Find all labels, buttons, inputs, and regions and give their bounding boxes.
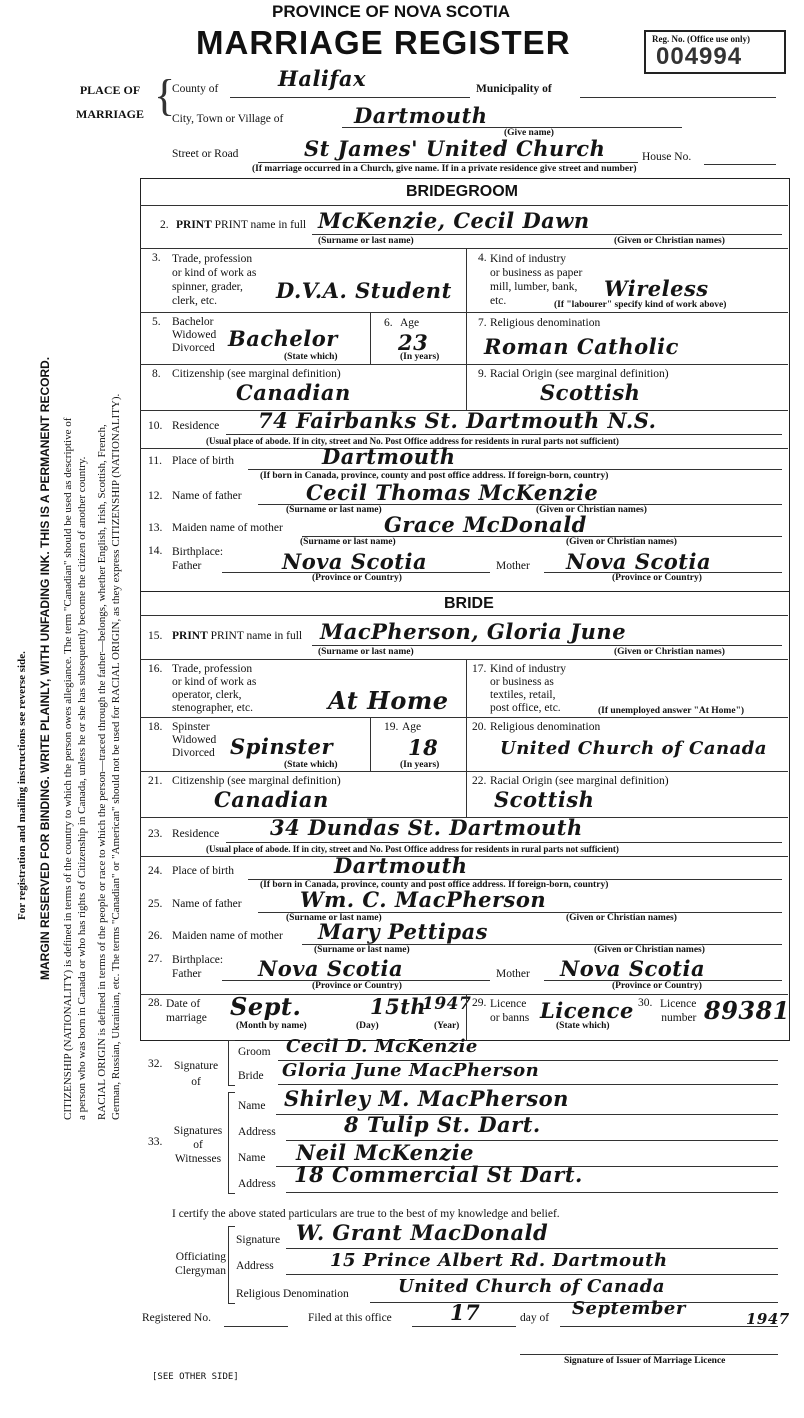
margin-note-4: a person who was born in Canada or who has rights of Citizenship in Canada, unless he or she has subsequently become the citizen of another country. bbox=[76, 456, 88, 1120]
bride-industry-label bbox=[490, 663, 566, 715]
bride-status-label bbox=[172, 721, 216, 760]
groom-trade: D.V.A. Student bbox=[276, 278, 452, 303]
num-14: 14. bbox=[148, 545, 163, 557]
w2-addr: 18 Commercial St Dart. bbox=[294, 1162, 583, 1187]
bride-status-l2: Widowed bbox=[172, 734, 217, 746]
groom-province-note-2: (Province or Country) bbox=[612, 573, 702, 583]
signature-label bbox=[174, 1058, 218, 1090]
w1-addr-label: Address bbox=[238, 1126, 276, 1138]
groom-birth-note: (If born in Canada, province, county and post office address. If foreign-born, country) bbox=[260, 471, 609, 481]
groom-mother-word: Mother bbox=[496, 560, 530, 572]
bride-citizenship: Canadian bbox=[214, 787, 329, 812]
num-24: 24. bbox=[148, 865, 163, 877]
groom-ind-l4: etc. bbox=[490, 295, 507, 307]
clergy-sig-label: Signature bbox=[236, 1234, 281, 1246]
groom-industry: Wireless bbox=[604, 276, 709, 301]
wit-l2: of bbox=[193, 1139, 203, 1151]
witness-label bbox=[166, 1124, 230, 1166]
num-12: 12. bbox=[148, 490, 163, 502]
groom-ind-l1: Kind of industry bbox=[490, 253, 567, 265]
place-note: (If marriage occurred in a Church, give name. If in a private residence give street and number) bbox=[252, 164, 637, 174]
num-32: 32. bbox=[148, 1058, 163, 1070]
bride-age-note: (In years) bbox=[400, 760, 440, 770]
filed-label: Filed at this office bbox=[308, 1312, 392, 1324]
bride-citizenship-label: Citizenship (see marginal definition) bbox=[172, 775, 341, 787]
issuer-signature-line bbox=[520, 1354, 778, 1355]
groom-birth: Dartmouth bbox=[322, 444, 456, 469]
groom-age-label: Age bbox=[400, 317, 420, 329]
bride-trade-l3: operator, clerk, bbox=[172, 689, 242, 701]
clergy-addr-label: Address bbox=[236, 1260, 274, 1272]
groom-residence-note: (Usual place of abode. If in city, street and No. Post Office address for residents in rural parts not sufficient) bbox=[206, 436, 619, 446]
bride-ind-l3: textiles, retail, bbox=[490, 689, 556, 701]
groom-bp-l2: Father bbox=[172, 560, 202, 572]
groom-heading: BRIDEGROOM bbox=[406, 183, 518, 200]
groom-residence: 74 Fairbanks St. Dartmouth N.S. bbox=[258, 408, 657, 433]
groom-age-note: (In years) bbox=[400, 352, 440, 362]
clergy-religion: United Church of Canada bbox=[398, 1276, 666, 1297]
groom-religion-label: Religious denomination bbox=[490, 317, 601, 329]
groom-age: 23 bbox=[398, 330, 429, 355]
bride-sig-label: Bride bbox=[238, 1070, 264, 1082]
year-note: (Year) bbox=[434, 1021, 460, 1031]
bride-birth-note: (If born in Canada, province, county and post office address. If foreign-born, country) bbox=[260, 880, 609, 890]
bride-province-note-2: (Province or Country) bbox=[612, 981, 702, 991]
bride-trade-label bbox=[172, 663, 256, 715]
clergy-l2: Clergyman bbox=[175, 1265, 226, 1277]
licence-label bbox=[490, 997, 529, 1025]
groom-ind-l3: mill, lumber, bank, bbox=[490, 281, 578, 293]
date-l1: Date of bbox=[166, 998, 201, 1010]
street-value: St James' United Church bbox=[304, 136, 606, 161]
groom-mother-given-note: (Given or Christian names) bbox=[566, 537, 677, 547]
sig-l1: Signature bbox=[174, 1060, 219, 1072]
licno-l2: number bbox=[661, 1012, 697, 1024]
bride-residence-note: (Usual place of abode. If in city, street and No. Post Office address for residents in rural parts not sufficient) bbox=[206, 844, 619, 854]
bride-age: 18 bbox=[408, 735, 439, 760]
county-label: County of bbox=[172, 83, 219, 95]
w2-name-label: Name bbox=[238, 1152, 266, 1164]
bride-father-surname-note: (Surname or last name) bbox=[286, 913, 382, 923]
filed-day: 17 bbox=[450, 1300, 481, 1325]
bride-trade-l4: stenographer, etc. bbox=[172, 702, 253, 714]
marriage-month: Sept. bbox=[230, 992, 302, 1021]
licence-state-note: (State which) bbox=[556, 1021, 610, 1031]
num-8: 8. bbox=[152, 368, 161, 380]
reg-label: Reg. No. (Office use only) bbox=[652, 34, 750, 44]
groom-racial: Scottish bbox=[540, 380, 641, 405]
reg-number: 004994 bbox=[656, 43, 743, 70]
certify-statement: I certify the above stated particulars are true to the best of my knowledge and belief. bbox=[172, 1208, 560, 1220]
lic-l2: or banns bbox=[490, 1012, 530, 1024]
bride-status-l1: Spinster bbox=[172, 721, 210, 733]
province-heading: PROVINCE OF NOVA SCOTIA bbox=[272, 2, 511, 21]
groom-status-l3: Divorced bbox=[172, 342, 215, 354]
bride-father-given-note: (Given or Christian names) bbox=[566, 913, 677, 923]
bride-trade: At Home bbox=[328, 686, 449, 715]
groom-name-label-text: PRINT name in full bbox=[214, 219, 307, 231]
bride-heading: BRIDE bbox=[444, 595, 494, 612]
place-label: PLACE OF MARRIAGE bbox=[76, 83, 144, 121]
house-label: House No. bbox=[642, 151, 692, 163]
registered-label: Registered No. bbox=[142, 1312, 211, 1324]
groom-status: Bachelor bbox=[228, 326, 338, 351]
groom-father-surname-note: (Surname or last name) bbox=[286, 505, 382, 515]
form-title: MARRIAGE REGISTER bbox=[196, 24, 571, 61]
clergy-religion-label: Religious Denomination bbox=[236, 1288, 349, 1300]
bride-birthplace-label bbox=[172, 953, 223, 981]
groom-residence-label: Residence bbox=[172, 420, 220, 432]
num-16: 16. bbox=[148, 663, 163, 675]
clergy-l1: Officiating bbox=[175, 1251, 226, 1263]
municipality-label: Municipality of bbox=[476, 83, 552, 95]
reg-number-box bbox=[644, 30, 786, 74]
place-brace: { bbox=[154, 71, 176, 120]
num-3: 3. bbox=[152, 252, 161, 264]
num-11: 11. bbox=[148, 455, 162, 467]
wit-l1: Signatures bbox=[173, 1125, 223, 1137]
groom-bp-l1: Birthplace: bbox=[172, 546, 224, 558]
groom-mother-label: Maiden name of mother bbox=[172, 522, 283, 534]
groom-trade-l4: clerk, etc. bbox=[172, 295, 218, 307]
bride-religion-label: Religious denomination bbox=[490, 721, 601, 733]
bride-religion: United Church of Canada bbox=[500, 738, 768, 759]
num-20: 20. bbox=[472, 721, 487, 733]
groom-status-label bbox=[172, 316, 216, 355]
bride-racial-label: Racial Origin (see marginal definition) bbox=[490, 775, 669, 787]
bride-father-birthplace: Nova Scotia bbox=[258, 956, 404, 981]
bride-industry-note: (If unemployed answer "At Home") bbox=[598, 706, 745, 716]
bride-state-note: (State which) bbox=[284, 760, 338, 770]
num-23: 23. bbox=[148, 828, 163, 840]
num-13: 13. bbox=[148, 522, 163, 534]
w1-name: Shirley M. MacPherson bbox=[284, 1086, 569, 1111]
groom-name-label: PRINT PRINT name in full bbox=[176, 219, 307, 231]
bride-bp-l2: Father bbox=[172, 968, 202, 980]
groom-father-given-note: (Given or Christian names) bbox=[536, 505, 647, 515]
groom-father-label: Name of father bbox=[172, 490, 242, 502]
bride-mother-label: Maiden name of mother bbox=[172, 930, 283, 942]
licno-l1: Licence bbox=[660, 998, 697, 1010]
bride-age-label: Age bbox=[402, 721, 422, 733]
groom-province-note-1: (Province or Country) bbox=[312, 573, 402, 583]
bride-ind-l2: or business as bbox=[490, 676, 554, 688]
w2-addr-label: Address bbox=[238, 1178, 276, 1190]
licence-no-label bbox=[660, 997, 696, 1025]
wit-l3: Witnesses bbox=[174, 1153, 222, 1165]
margin-note-1: For registration and mailing instructions see reverse side. bbox=[16, 651, 28, 920]
clergy-brace bbox=[228, 1226, 235, 1304]
groom-status-l2: Widowed bbox=[172, 329, 217, 341]
bride-status-l3: Divorced bbox=[172, 747, 215, 759]
groom-mother: Grace McDonald bbox=[384, 512, 587, 537]
groom-birthplace-label bbox=[172, 545, 223, 573]
groom-trade-l1: Trade, profession bbox=[172, 253, 253, 265]
bride-trade-l1: Trade, profession bbox=[172, 663, 253, 675]
bride-ind-l4: post office, etc. bbox=[490, 702, 561, 714]
num-7: 7. bbox=[478, 317, 487, 329]
num-33: 33. bbox=[148, 1136, 163, 1148]
sig-l2: of bbox=[191, 1076, 201, 1088]
margin-notes bbox=[16, 0, 126, 1400]
bride-father: Wm. C. MacPherson bbox=[300, 887, 547, 912]
num-15: 15. bbox=[148, 630, 163, 642]
groom-industry-note: (If "labourer" specify kind of work above) bbox=[554, 300, 727, 310]
bride-mother-surname-note: (Surname or last name) bbox=[314, 945, 410, 955]
bride-mother-given-note: (Given or Christian names) bbox=[594, 945, 705, 955]
w1-addr: 8 Tulip St. Dart. bbox=[344, 1112, 541, 1137]
marriage-year: 1947 bbox=[422, 994, 472, 1014]
groom-status-l1: Bachelor bbox=[172, 316, 214, 328]
clergy-signature: W. Grant MacDonald bbox=[296, 1220, 549, 1245]
bride-birth: Dartmouth bbox=[334, 853, 468, 878]
bride-name: MacPherson, Gloria June bbox=[320, 619, 627, 644]
bride-signature: Gloria June MacPherson bbox=[282, 1060, 540, 1081]
num-6: 6. bbox=[384, 317, 393, 329]
bride-status: Spinster bbox=[230, 734, 334, 759]
margin-note-2: MARGIN RESERVED FOR BINDING. WRITE PLAINLY, WITH UNFADING INK. THIS IS A PERMANENT RECORD. bbox=[38, 356, 52, 980]
bride-residence: 34 Dundas St. Dartmouth bbox=[270, 815, 583, 840]
groom-ind-l2: or business as paper bbox=[490, 267, 583, 279]
clergy-address: 15 Prince Albert Rd. Dartmouth bbox=[330, 1250, 668, 1271]
marriage-day: 15th bbox=[370, 994, 427, 1019]
bride-given-note: (Given or Christian names) bbox=[614, 647, 725, 657]
give-name-note: (Give name) bbox=[504, 128, 554, 138]
w2-name: Neil McKenzie bbox=[296, 1140, 475, 1165]
street-label: Street or Road bbox=[172, 148, 239, 160]
bride-trade-l2: or kind of work as bbox=[172, 676, 257, 688]
groom-racial-label: Racial Origin (see marginal definition) bbox=[490, 368, 669, 380]
num-17: 17. bbox=[472, 663, 487, 675]
groom-citizenship: Canadian bbox=[236, 380, 351, 405]
city-label: City, Town or Village of bbox=[172, 113, 284, 125]
num-28: 28. bbox=[148, 997, 163, 1009]
bride-bp-l1: Birthplace: bbox=[172, 954, 224, 966]
bride-birth-label: Place of birth bbox=[172, 865, 234, 877]
filed-month: September bbox=[572, 1298, 686, 1319]
marriage-date-label bbox=[166, 997, 207, 1025]
sig-brace bbox=[228, 1040, 235, 1086]
num-25: 25. bbox=[148, 898, 163, 910]
num-10: 10. bbox=[148, 420, 163, 432]
bride-mother-birthplace: Nova Scotia bbox=[560, 956, 706, 981]
groom-mother-birthplace: Nova Scotia bbox=[566, 549, 712, 574]
num-18: 18. bbox=[148, 721, 163, 733]
issuer-label: Signature of Issuer of Marriage Licence bbox=[564, 1356, 726, 1366]
num-4: 4. bbox=[478, 252, 487, 264]
date-l2: marriage bbox=[166, 1012, 207, 1024]
num-5: 5. bbox=[152, 316, 161, 328]
groom-trade-label bbox=[172, 252, 256, 308]
num-22: 22. bbox=[472, 775, 487, 787]
city-value: Dartmouth bbox=[354, 103, 488, 128]
margin-note-6: German, Russian, Ukrainian, etc. The terms "Canadian" or "American" should not be used for RACIAL ORIGIN, as they express CITIZENSHIP (NATIONALITY). bbox=[110, 393, 122, 1120]
groom-given-note: (Given or Christian names) bbox=[614, 236, 725, 246]
groom-signature: Cecil D. McKenzie bbox=[286, 1036, 478, 1057]
filed-year: 1947 bbox=[746, 1310, 790, 1328]
see-other-side: [SEE OTHER SIDE] bbox=[152, 1372, 239, 1382]
num-30: 30. bbox=[638, 997, 653, 1009]
day-of-label: day of bbox=[520, 1312, 550, 1324]
groom-birth-label: Place of birth bbox=[172, 455, 234, 467]
groom-state-note: (State which) bbox=[284, 352, 338, 362]
groom-sig-label: Groom bbox=[238, 1046, 271, 1058]
margin-note-3: CITIZENSHIP (NATIONALITY) is defined in terms of the country to which the person owes allegiance. The term "Canadian" should be used as descriptive of bbox=[62, 417, 74, 1120]
bride-surname-note: (Surname or last name) bbox=[318, 647, 414, 657]
groom-trade-l3: spinner, grader, bbox=[172, 281, 243, 293]
num-9: 9. bbox=[478, 368, 487, 380]
county-value: Halifax bbox=[278, 66, 367, 91]
groom-trade-l2: or kind of work as bbox=[172, 267, 257, 279]
licence-value: Licence bbox=[540, 998, 634, 1023]
licence-number: 89381 bbox=[704, 996, 790, 1025]
bride-mother-word: Mother bbox=[496, 968, 530, 980]
clergy-label bbox=[162, 1250, 226, 1278]
num-2: 2. bbox=[160, 219, 169, 231]
groom-religion: Roman Catholic bbox=[484, 334, 679, 359]
w1-name-label: Name bbox=[238, 1100, 266, 1112]
witness-brace bbox=[228, 1092, 235, 1194]
groom-father-birthplace: Nova Scotia bbox=[282, 549, 428, 574]
bride-father-label: Name of father bbox=[172, 898, 242, 910]
bride-mother: Mary Pettipas bbox=[318, 919, 489, 944]
num-29: 29. bbox=[472, 997, 487, 1009]
lic-l1: Licence bbox=[490, 998, 527, 1010]
groom-name: McKenzie, Cecil Dawn bbox=[318, 208, 590, 233]
bride-racial: Scottish bbox=[494, 787, 595, 812]
margin-note-5: RACIAL ORIGIN is defined in terms of the people or race to which the person—traced through the father—belongs, whether English, Irish, Scottish, French, bbox=[96, 424, 108, 1120]
num-19: 19. bbox=[384, 721, 399, 733]
bride-province-note-1: (Province or Country) bbox=[312, 981, 402, 991]
num-27: 27. bbox=[148, 953, 163, 965]
day-note: (Day) bbox=[356, 1021, 379, 1031]
groom-surname-note: (Surname or last name) bbox=[318, 236, 414, 246]
bride-name-label: PRINT PRINT name in full bbox=[172, 630, 303, 642]
groom-mother-surname-note: (Surname or last name) bbox=[300, 537, 396, 547]
bride-residence-label: Residence bbox=[172, 828, 220, 840]
bride-name-label-text: PRINT name in full bbox=[210, 630, 303, 642]
num-21: 21. bbox=[148, 775, 163, 787]
bride-ind-l1: Kind of industry bbox=[490, 663, 567, 675]
groom-father: Cecil Thomas McKenzie bbox=[306, 480, 599, 505]
num-26: 26. bbox=[148, 930, 163, 942]
month-note: (Month by name) bbox=[236, 1021, 307, 1031]
groom-citizenship-label: Citizenship (see marginal definition) bbox=[172, 368, 341, 380]
